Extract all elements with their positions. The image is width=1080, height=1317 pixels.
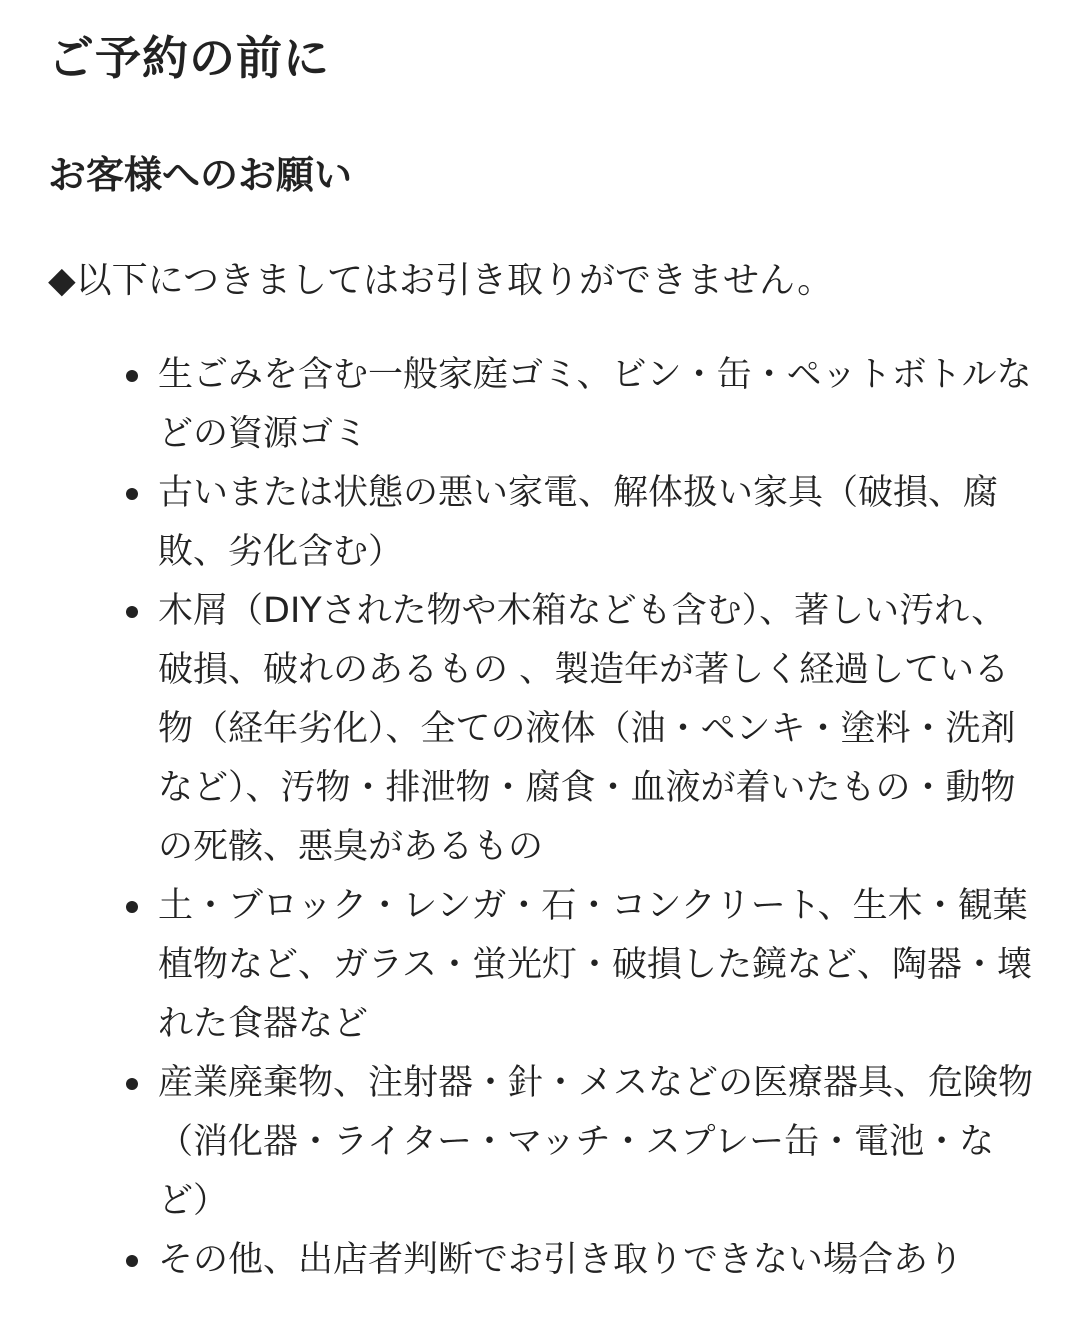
list-item	[115, 464, 1035, 582]
section-title: お客様へのお願い	[48, 153, 353, 197]
list-item-text: 古いまたは状態の悪い家電、解体扱い家具（破損、腐敗、劣化含む）	[158, 473, 999, 572]
page-title: ご予約の前に	[48, 31, 330, 85]
bullet-icon	[126, 370, 138, 382]
list-item-text: 土・ブロック・レンガ・石・コンクリート、生木・観葉植物など、ガラス・蛍光灯・破損した鏡など、陶器・壊れた食器など	[158, 886, 1032, 1044]
list-item-text: 木屑（DIYされた物や木箱なども含む）、著しい汚れ、破損、破れのあるもの 、製造年が著しく経過している物（経年劣化）、全ての液体（油・ペンキ・塗料・洗剤など）、汚物・排泄物・腐食・血液が着いたもの・動物の死骸、悪臭があるもの	[158, 591, 1016, 867]
restricted-items-list	[115, 346, 1035, 1290]
list-item-text: 産業廃棄物、注射器・針・メスなどの医療器具、危険物（消化器・ライター・マッチ・スプレー缶・電池・など）	[158, 1063, 1034, 1221]
bullet-icon	[126, 606, 138, 618]
list-item-text: その他、出店者判断でお引き取りできない場合あり	[158, 1240, 964, 1280]
bullet-icon	[126, 1078, 138, 1090]
bullet-icon	[126, 901, 138, 913]
bullet-icon	[126, 1255, 138, 1267]
list-item	[115, 346, 1035, 464]
notice-text: ◆以下につきましてはお引き取りができません。	[48, 260, 834, 301]
list-item	[115, 1054, 1035, 1231]
list-item	[115, 582, 1035, 877]
list-item-text: 生ごみを含む一般家庭ゴミ、ビン・缶・ペットボトルなどの資源ゴミ	[158, 355, 1032, 454]
bullet-icon	[126, 488, 138, 500]
list-item	[115, 1231, 1035, 1290]
list-item	[115, 877, 1035, 1054]
